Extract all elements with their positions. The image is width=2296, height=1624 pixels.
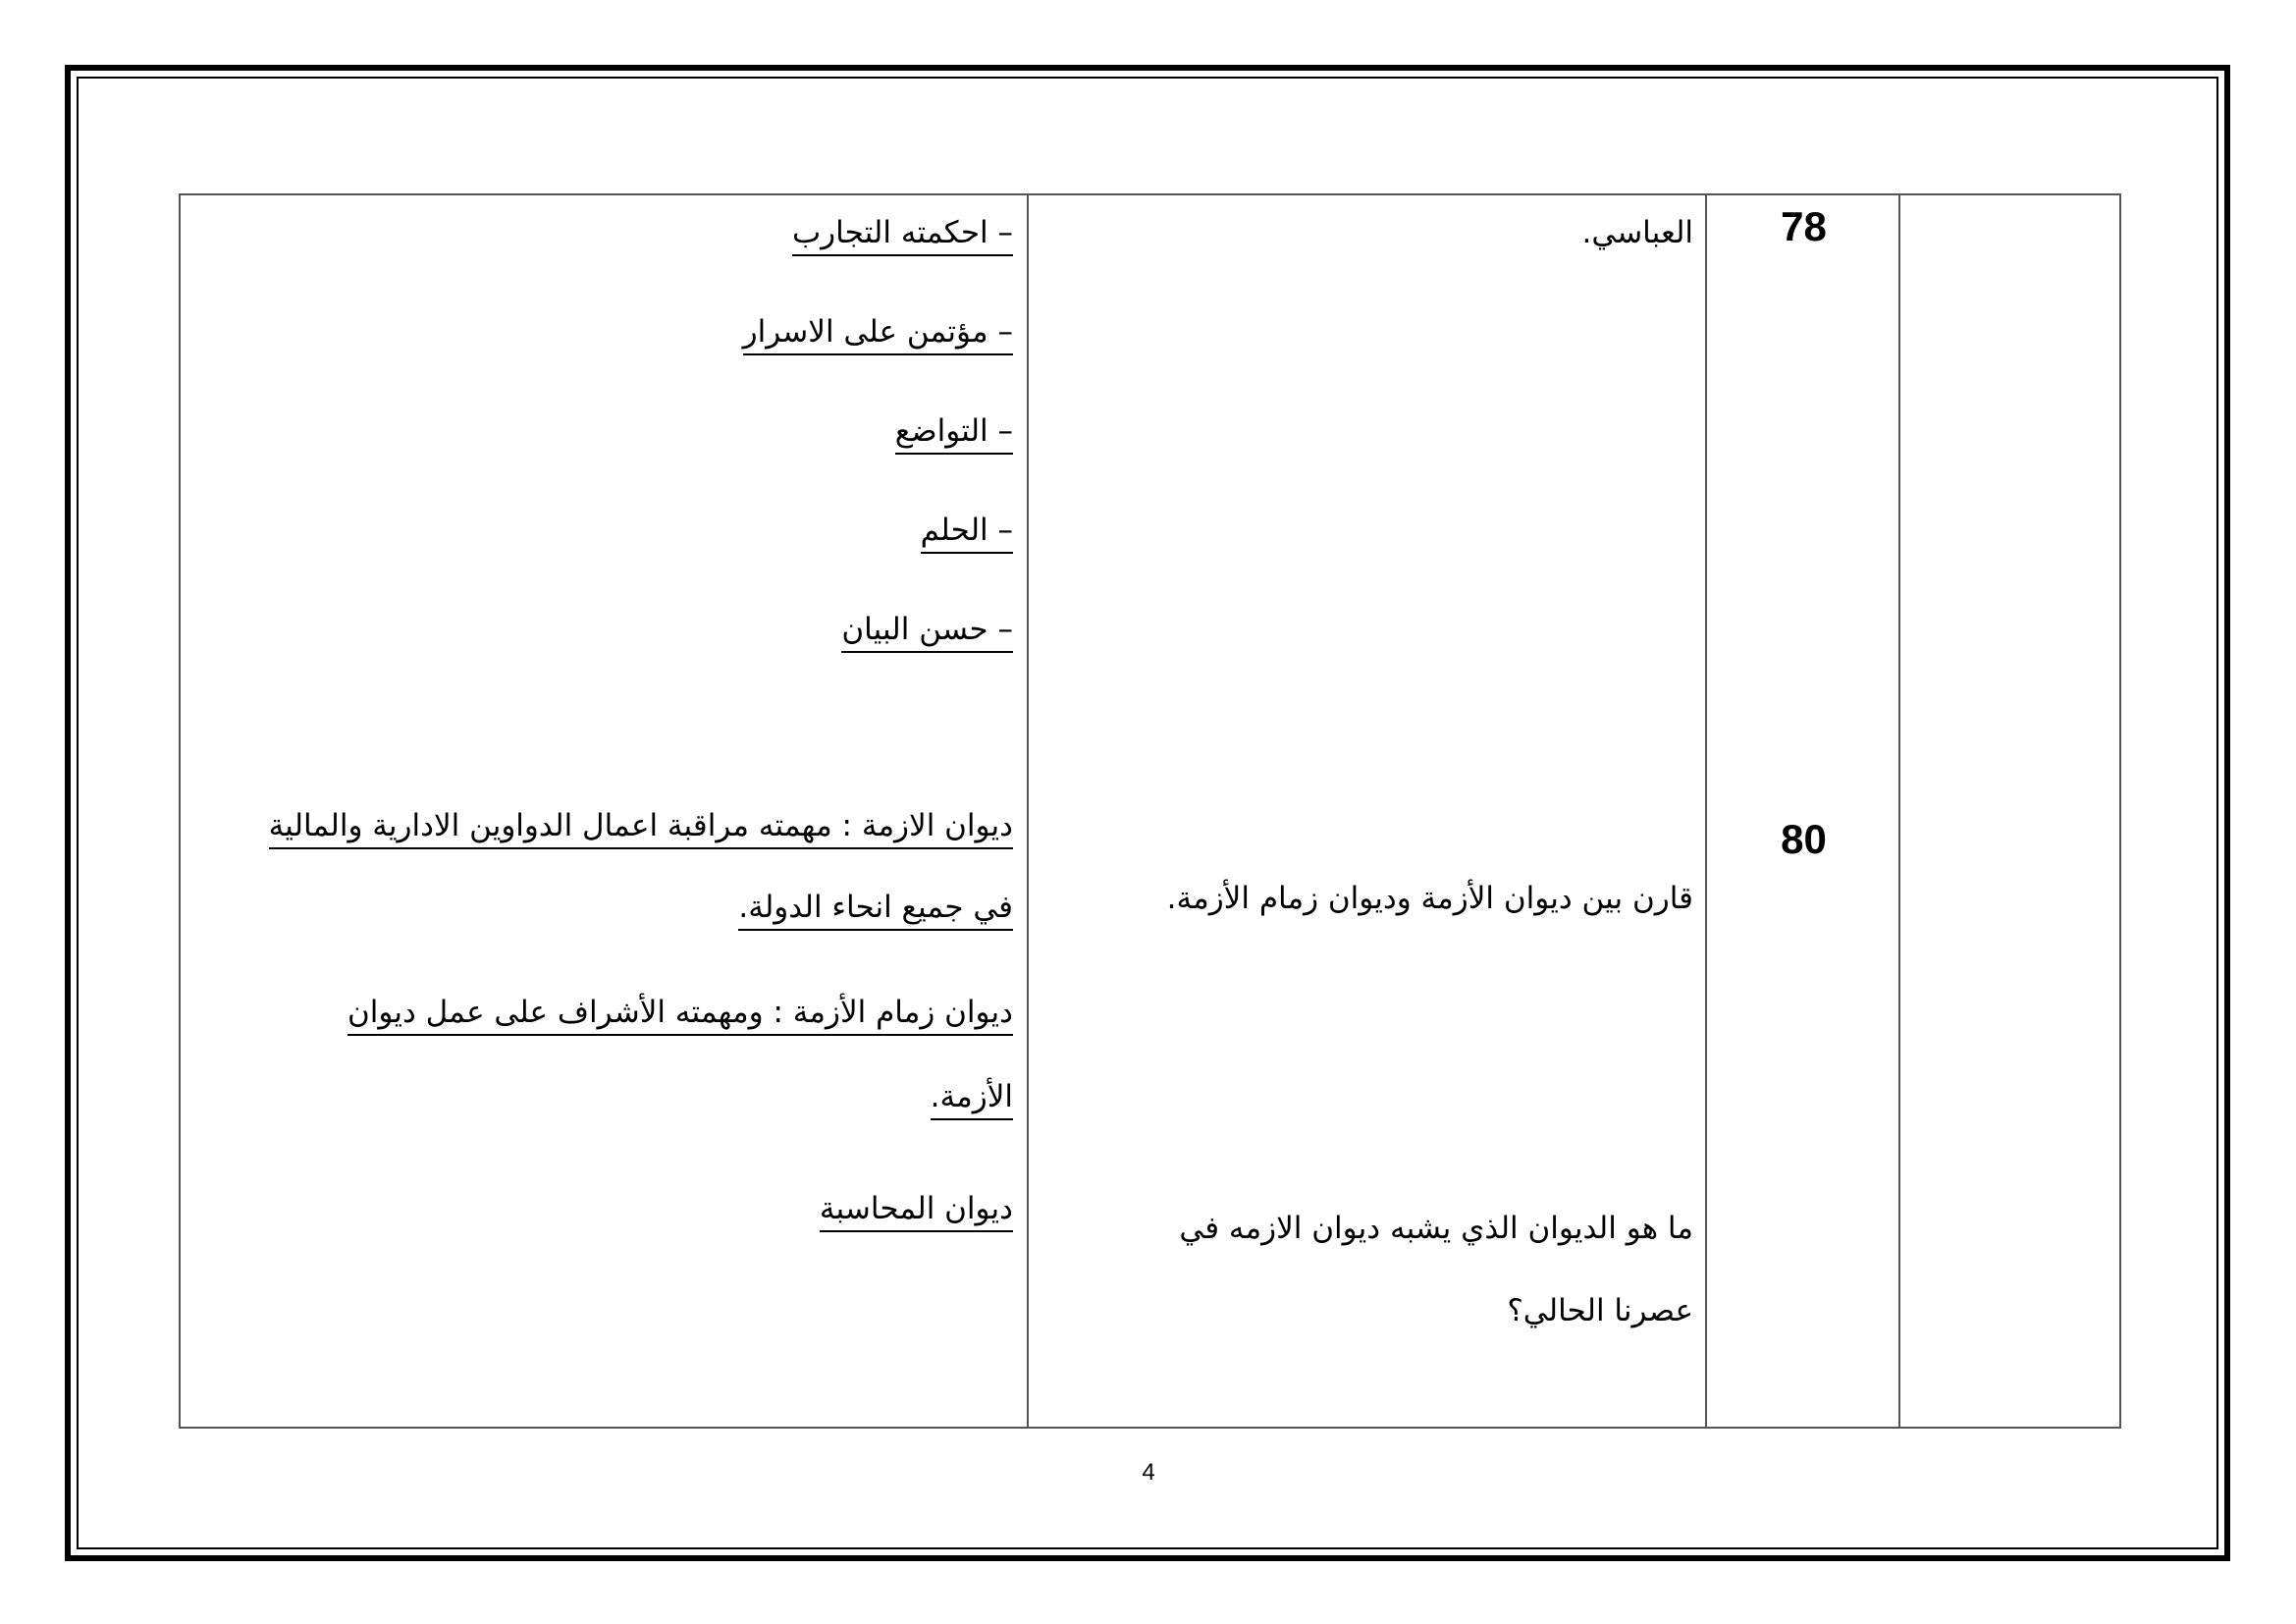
answer-line: – احكمته التجارب xyxy=(792,213,1013,256)
questions-table xyxy=(179,193,2121,1429)
answer-line: – مؤتمن على الاسرار xyxy=(743,312,1013,355)
answer-line: الأزمة. xyxy=(931,1077,1013,1120)
question-text: ما هو الديوان الذي يشبه ديوان الازمه في xyxy=(1179,1211,1693,1246)
answer-line: ديوان الازمة : مهمته مراقبة اعمال الدواوين الادارية والمالية xyxy=(269,806,1013,849)
answer-line: – التواضع xyxy=(895,411,1013,455)
answer-line: – الحلم xyxy=(921,511,1013,554)
answer-line: ديوان زمام الأزمة : ومهمته الأشراف على عمل ديوان xyxy=(347,993,1013,1036)
answer-line: ديوان المحاسبة xyxy=(820,1189,1013,1232)
answer-column xyxy=(181,195,1027,1427)
answer-line: – حسن البيان xyxy=(841,610,1013,653)
question-number: 78 xyxy=(1781,203,1827,249)
question-column xyxy=(1029,195,1705,1427)
number-column xyxy=(1707,195,1898,1427)
empty-column xyxy=(1900,195,2121,1427)
question-number: 80 xyxy=(1781,816,1827,862)
question-text: عصرنا الحالي؟ xyxy=(1507,1293,1693,1328)
question-text: قارن بين ديوان الأزمة وديوان زمام الأزمة. xyxy=(1166,881,1693,916)
question-text: العباسي. xyxy=(1581,215,1693,250)
answer-line: في جميع انحاء الدولة. xyxy=(738,888,1013,931)
page-number: 4 xyxy=(1142,1459,1155,1486)
